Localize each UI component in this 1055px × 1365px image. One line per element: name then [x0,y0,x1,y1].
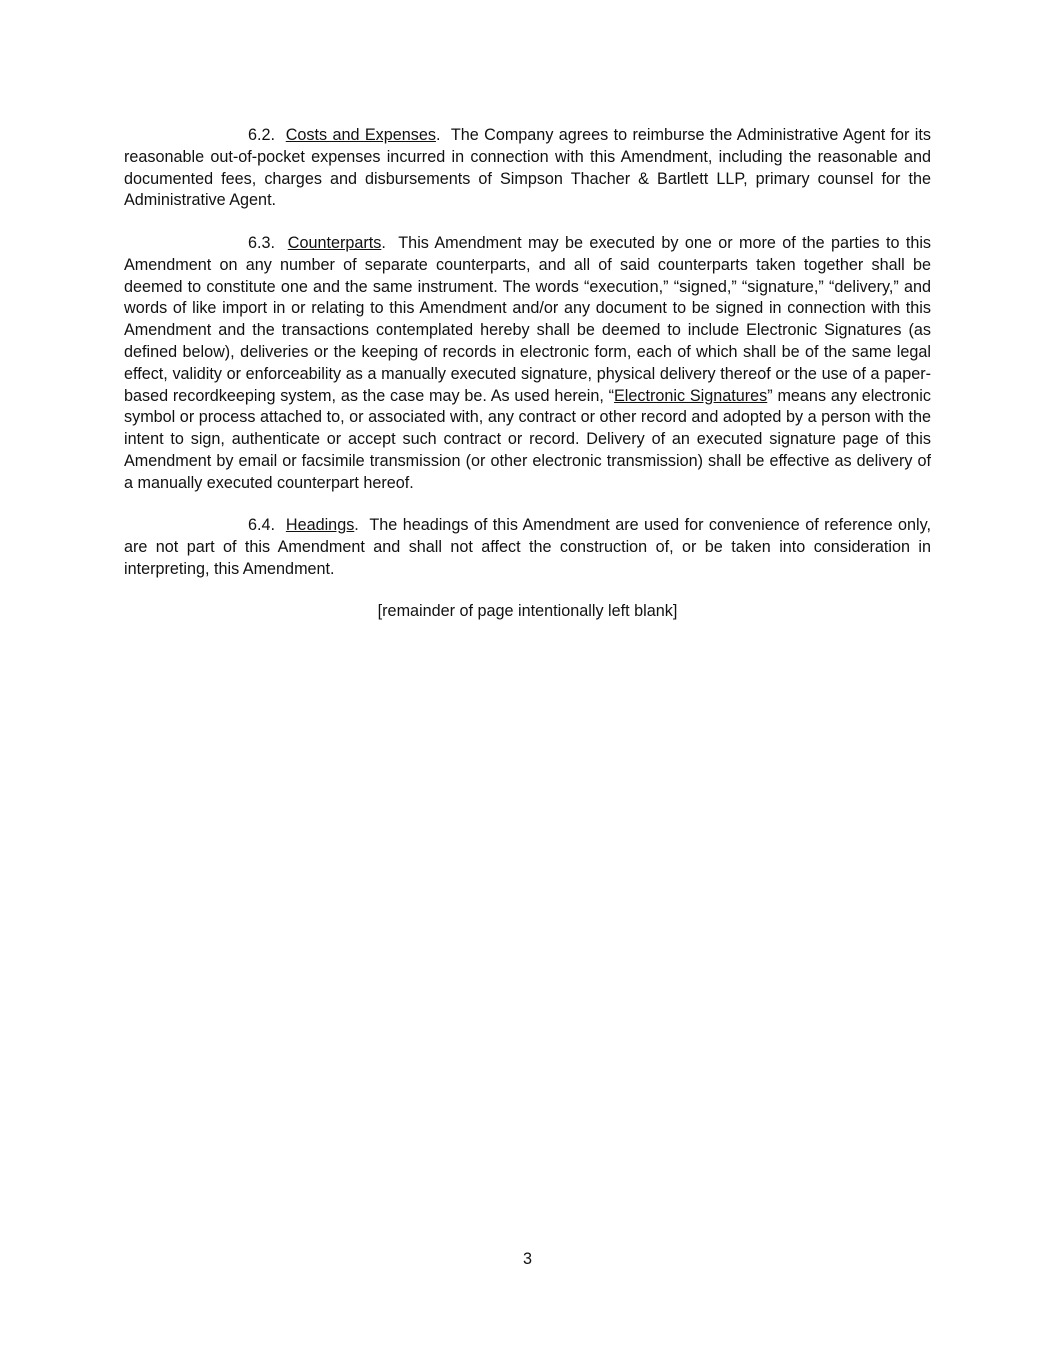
remainder-note: [remainder of page intentionally left blank] [377,602,678,620]
defined-term: Electronic Signatures [614,386,768,405]
section-heading: Headings [285,516,355,534]
section-text: The Company agrees to reimburse the Administrative Agent for its reasonable out-of-pocket expenses incurred in connection with this Amendment, including the reasonable and documented fees, charges and disbursements of Simpson Thacher & Bartlett LLP, primary counsel for the Administrative Agent. [124,126,931,210]
page-number: 3 [522,1250,532,1268]
section-heading: Costs and Expenses [285,126,436,144]
section-6-4: 6.4. Headings. The headings of this Amendment are used for convenience of reference only, are not part of this Amendment and shall not affect the construction of, or be taken into consideration in interpreting, this Amendment. [124,516,931,578]
section-6-3: 6.3. Counterparts. This Amendment may be executed by one or more of the parties to this Amendment on any number of separate counterparts, and all of said counterparts taken together shall be deemed to constitute one and the same instrument. The words “execution,” “signed,” “signature,” “delivery,” and words of like import in or relating to this Amendment and/or any document to be signed in connection with this Amendment and the transactions contemplated hereby shall be deemed to include Electronic Signatures (as defined below), deliveries or the keeping of records in electronic form, each of which shall be of the same legal effect, validity or enforceability as a manually executed signature, physical delivery thereof or the use of a paper-based recordkeeping system, as the case may be. As used herein, “Electronic Signatures” means any electronic symbol or process attached to, or associated with, any contract or other record and adopted by a person with the intent to sign, authenticate or accept such contract or record. Delivery of an executed signature page of this Amendment by email or facsimile transmission (or other electronic transmission) shall be effective as delivery of a manually executed counterpart hereof. [124,234,932,492]
section-text-before-term: This Amendment may be executed by one or more of the parties to this Amendment on any number of separate counterparts, and all of said counterparts taken together shall be deemed to constitute one and the same instrument. The words “execution,” “signed,” “signature,” “delivery,” and words of like import in or relating to this Amendment and/or any document to be signed in connection with this Amendment and the transactions contemplated hereby shall be deemed to include Electronic Signatures (as defined below), deliveries or the keeping of records in electronic form, each of which shall be of the same legal effect, validity or enforceability as a manually executed signature, physical delivery thereof or the use of a paper-based recordkeeping system, as the case may be. As used herein, “ [124,234,932,405]
section-number: 6.2. [248,126,276,144]
section-6-2: 6.2. Costs and Expenses. The Company agrees to reimburse the Administrative Agent for its reasonable out-of-pocket expenses incurred in connection with this Amendment, including the reasonable and documented fees, charges and disbursements of Simpson Thacher & Bartlett LLP, primary counsel for the Administrative Agent. [124,126,931,210]
section-text: The headings of this Amendment are used for convenience of reference only, are not part of this Amendment and shall not affect the construction of, or be taken into consideration in interpreting, this Amendment. [124,516,931,578]
section-number: 6.3. [248,234,276,252]
section-text-after-term: ” means any electronic symbol or process attached to, or associated with, any contract or other record and adopted by a person with the intent to sign, authenticate or accept such contract or record. Delivery of an executed signature page of this Amendment by email or facsimile transmission (or other electronic transmission) shall be effective as delivery of a manually executed counterpart hereof. [124,386,931,492]
section-heading: Counterparts [287,234,382,252]
section-number: 6.4. [248,516,276,534]
